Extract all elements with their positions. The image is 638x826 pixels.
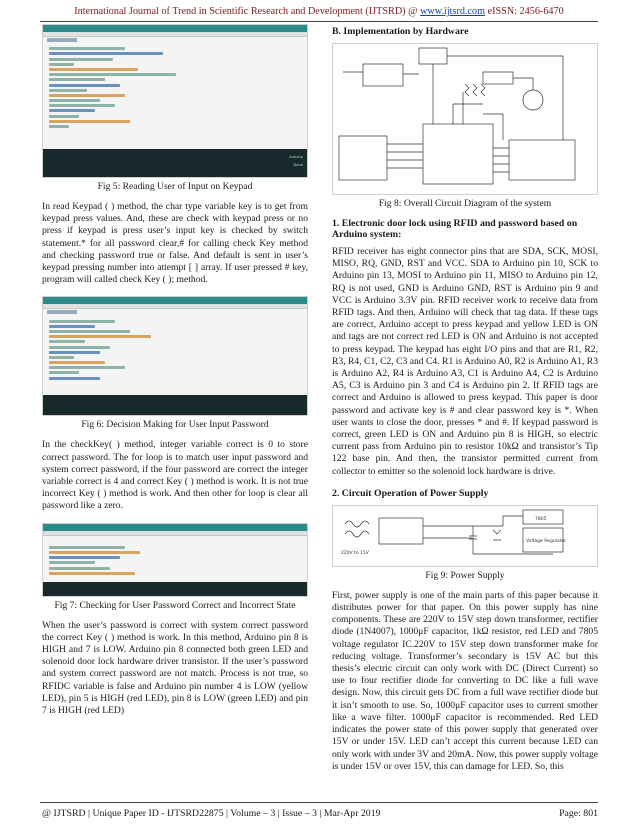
- right-column: [332, 24, 598, 783]
- fig9-power-supply-diagram: [332, 505, 598, 567]
- rectifier-block: [363, 64, 403, 86]
- fig7-caption: Fig 7: Checking for User Password Correct and Incorrect State: [54, 599, 296, 611]
- fig9-caption: Fig 9: Power Supply: [425, 569, 505, 581]
- subsection-1-heading: 1. Electronic door lock using RFID and password based on Arduino system:: [332, 218, 578, 240]
- keypad-block: [339, 136, 387, 180]
- fig7-image: [42, 523, 308, 597]
- regulator-block: [419, 48, 447, 64]
- eissn: eISSN: 2456-6470: [485, 6, 564, 17]
- paragraph-correct-key: When the user’s password is correct with system correct password the correct Key ( ) method is work. In this method, Arduino pin 8 is HIGH and 7 is LOW. Arduino pin 8 connected both green LED and solenoid door lock hardware driver transistor. If the user’s password and system correct password are not match. Process is not true, so RFIDC variable is false and Arduino pin number 4 is LOW (yellow LED), pin 5 is HIGH (red LED), pin 8 is LOW (green LED) and pin 7 is HIGH (red LED): [42, 619, 308, 717]
- header-rule: [40, 21, 598, 22]
- arduino-block: [423, 124, 493, 184]
- paragraph-read-keypad: In read Keypad ( ) method, the char type variable key is to get from keypad press values. And, these are check with keypad press or no press if keypad is press user’s input key is checked by switch statement.* for all password clear,# for calling check Key method and checking password true or false. And default is sent in user’s keypad pressing number into attempt [ ] array. If user pressed # key, program will called check Key ( ); method.: [42, 201, 308, 286]
- fig6-image: [42, 296, 308, 416]
- rfid-block: [509, 140, 575, 180]
- left-column: [42, 24, 308, 727]
- footer-paper-info: @ IJTSRD | Unique Paper ID - IJTSRD22875 | Volume – 3 | Issue – 3 | Mar-Apr 2019: [42, 808, 381, 819]
- footer-page-number: Page: 801: [559, 808, 598, 819]
- transistor-block: [483, 72, 513, 84]
- paragraph-check-key: In the checkKey( ) method, integer variable correct is 0 to store correct password. The for loop is to match user input password and system correct password, if the four password are correct the integer variable correct is 4 and correct Key ( ) method is work. It is not true incorrect Key ( ) method is work. And then other for loop is clear all password like a zero.: [42, 439, 308, 512]
- svg-text:Voltage Regulator: Voltage Regulator: [526, 538, 567, 544]
- subsection-2-heading: 2. Circuit Operation of Power Supply: [332, 487, 489, 499]
- circuit-svg: [333, 44, 597, 194]
- fig8-caption: Fig 8: Overall Circuit Diagram of the system: [378, 198, 552, 209]
- fig5-caption: Fig 5: Reading User of Input on Keypad: [97, 181, 253, 192]
- page-header: International Journal of Trend in Scientific Research and Development (IJTSRD) @ www.ijtsrd.com eISSN: 2456-6470: [74, 6, 564, 17]
- svg-text:220V to 15V: 220V to 15V: [341, 550, 369, 556]
- journal-website-link[interactable]: www.ijtsrd.com: [420, 6, 486, 17]
- footer-rule: [40, 802, 598, 803]
- journal-name: International Journal of Trend in Scientific Research and Development (IJTSRD): [74, 6, 406, 17]
- solenoid-symbol: [523, 90, 543, 110]
- fig8-circuit-diagram: [332, 43, 598, 195]
- section-b-heading: B. Implementation by Hardware: [332, 26, 469, 37]
- power-supply-svg: [333, 506, 597, 566]
- fig5-image: Arduino Done: [42, 24, 308, 178]
- paragraph-power-supply: First, power supply is one of the main parts of this paper because it distributes power for that paper. On this power supply has nine components. These are 220V to 15V step down transformer, rectifier diode (1N4007), 1000μF capacitor, 1kΩ resistor, red LED and 7805 voltage regulator IC.220V to 15V step down transformer make for reducing voltage. Transformer’s secondary is 15V AC but this thesis’s electric circuit can only work with DC (Direct Current) so use to four rectifier diode for converting to DC like a full wave design. Now, this circuit gets DC from a full wave rectifier diode but it isn’t smooth to use. So, 1000μF capacitor uses to current smother like a wave filter. 1000μF capacitor is recommended. Red LED indicates the power state of this power supply that generated over 15V or under 15V. LED can’t accept this current because LED can only work with under 3V and 20mA. Now, this power supply voltage is under 15V or over 15V, this can damage for LED. So, this: [332, 589, 598, 772]
- svg-text:7805: 7805: [535, 516, 547, 522]
- fig6-caption: Fig 6: Decision Making for User Input Password: [81, 419, 269, 431]
- paragraph-rfid: RFID receiver has eight connector pins that are SDA, SCK, MOSI, MISO, RQ, GND, RST and VCC. SDA to Arduino pin 10, SCK to Arduino pin 13, MOSI to Arduino pin 11, MISO to Arduino pin 12, RQ is not used, GND is Arduino GND, RST is Arduino pin 9 and VCC is Arduino 3.3V pin. RFID receiver work to receive data from RFID tags. And then, Arduino will check that tag data. If these tags are correct, Arduino accept to press keypad and yellow LED is ON and tags are not correct red LED is ON and Arduino is not accepted to press keypad. The keypad has eight I/O pins and that are R1, R2, R3, R4, C1, C2, C3 and C4. R1 is Arduino A0, R2 is Arduino A1, R3 is Arduino A2, R4 is Arduino A3, C1 is Arduino A4, C2 is Arduino A5, C3 is Arduino pin 3 and C4 is Arduino pin 2. If RFID tags are correct and Arduino is allowed to press keypad. This paper is door password and activate key is # and clear password key is *. When user wants to close the door, presses * and #. If keypad password is correct, green LED is ON and Arduino pin 8 is HIGH, so electric current pass from Arduino pin to resistor 10kΩ and transistor’s Tip 122 base pin. And then, the transistor permitted current from collector to emitter so the solenoid lock hardware is drive.: [332, 246, 598, 477]
